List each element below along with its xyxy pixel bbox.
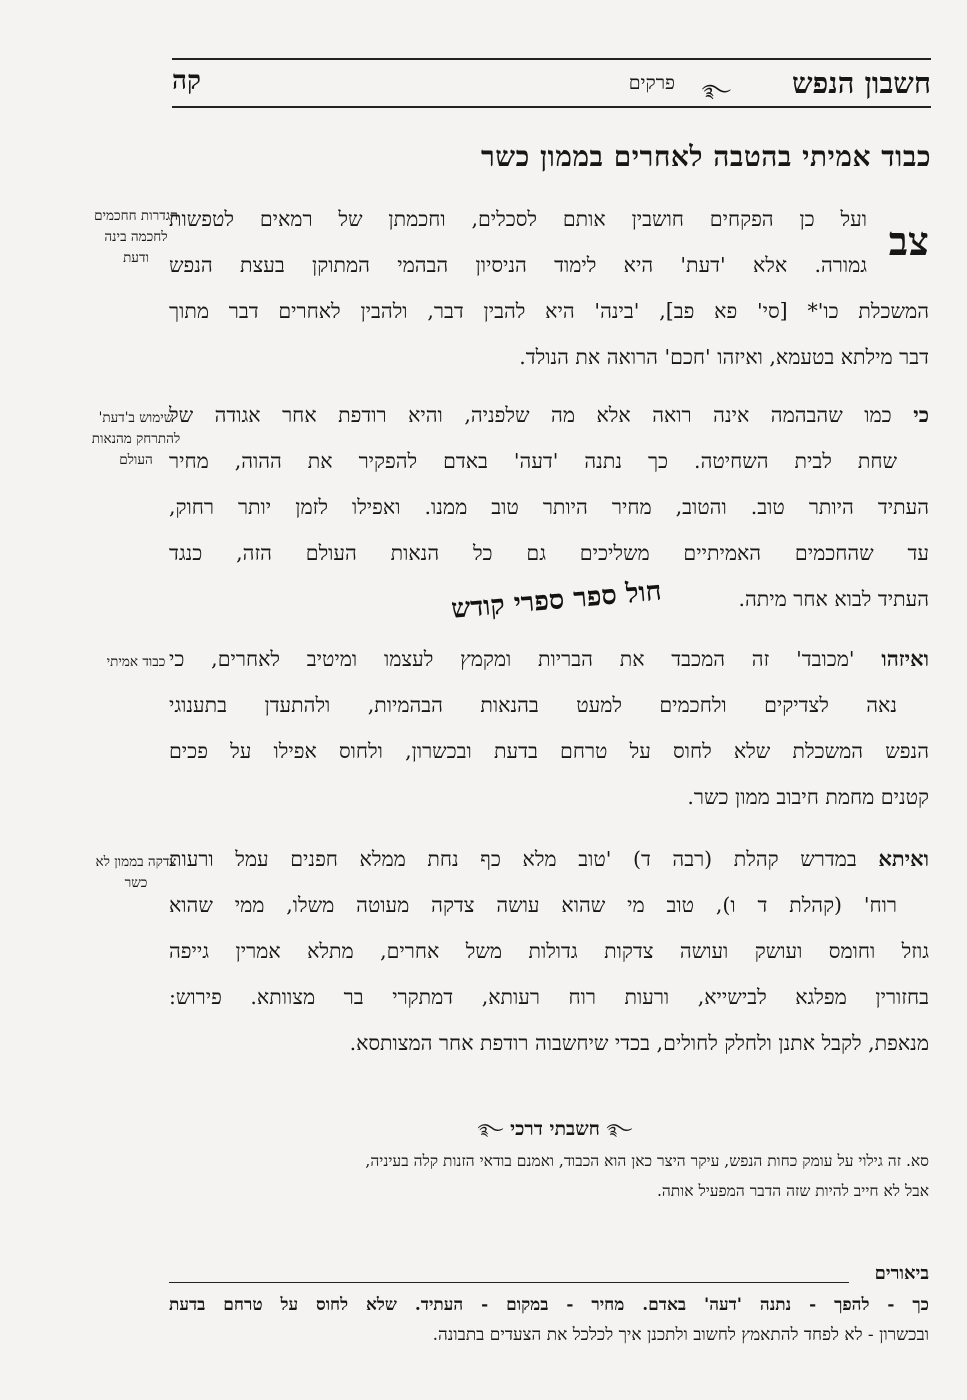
biurim-header [169, 1263, 929, 1293]
header-ornament-icon: ࿐ [701, 81, 731, 102]
chapter-title: כבוד אמיתי בהטבה לאחרים בממון כשר [481, 140, 931, 173]
ornament-icon: ࿐ [606, 1120, 633, 1139]
margin-note: כבוד אמיתי [106, 654, 166, 670]
paragraph-4 [169, 836, 929, 1066]
section-name: פרקים [628, 72, 675, 94]
header-bottom-rule [172, 106, 931, 108]
margin-note: צדקה בממון לא כשר [95, 854, 177, 891]
text-line: רוח' (קהלת ד ו), טוב מי שהוא עושה צדקה מעוטה משלו, ממי שהוא [169, 893, 897, 917]
footnote-line: סא. זה גילוי על עומק כחות הנפש, עיקר היצר כאן הוא הכבוד, ואמנם בודאי הזנות קלה בעיניה, [365, 1152, 929, 1170]
text-line: ועל כן הפקחים חושבין אותם לסכלים, וחכמתן של רמאים לטפשות [169, 207, 867, 231]
text-line: כי כמו שהבהמה אינה רואה אלא מה שלפניה, והיא רודפת אחר אגודה של [169, 402, 929, 427]
text-line: המשכלת כו'* [סי' פא פב], 'בינה' היא להבין דבר, ולהבין לאחרים דבר מתוך [169, 299, 929, 323]
ornament-icon: ࿐ [477, 1120, 504, 1139]
text-line: העתיד היותר טוב. והטוב, מחיר היותר טוב ממנו. ואפילו לזמן יותר רחוק, [169, 495, 929, 519]
paragraph-lead-word: ואיתא [878, 846, 929, 871]
text-line: שחת לבית השחיטה. כך נתנה 'דעה' באדם להפקיר את ההוה, מחיר [169, 449, 897, 473]
biurim-rule [169, 1282, 849, 1283]
footnotes-title: ࿐ חשבתי דרכי ࿐ [477, 1118, 633, 1140]
paragraph-lead-word: ואיזהו [881, 646, 929, 671]
text-line: ואיזהו 'מכובד' זה המכבד את הבריות ומקמץ לעצמו ומיטיב לאחרים, כי [169, 646, 929, 671]
text-line: קטנים מחמת חיבוב ממון כשר. [687, 785, 929, 809]
margin-note: הגדרות חחכמים לחכמה בינה ודעת [94, 208, 178, 266]
text-line: גוזל וחומס ועושק ועושה צדקות גדולות משל אחרים, מתלא אמרין גייפה [169, 939, 929, 963]
paragraph-3 [169, 636, 929, 820]
margin-note: שימוש ב'דעת' להתרחק מהנאות העולם [91, 410, 181, 468]
text-line: נאה לצדיקים ולחכמים למעט בהנאות הבהמיות, ולהתעדן בתענוגי [169, 693, 897, 717]
text-line: ואיתא במדרש קהלת (רבה ד) 'טוב מלא כף נחת ממלא חפנים עמל ורעות [169, 846, 929, 871]
biurim-line: כך - להפך - נתנה 'דעה' באדם. מחיר - במקום - העתיד. שלא לחוס על טרחם בדעת [169, 1295, 929, 1315]
text-line: בחזורין מפלגא לבישייא, ורעות רוח רעותא, דמתקרי בר מצוותא. פירוש: [169, 985, 929, 1009]
paragraph-lead-word: כי [913, 402, 929, 427]
paragraph-number: צב [888, 218, 929, 265]
text-line: עד שהחכמים האמיתיים משליכים גם כל הנאות העולם הזה, כנגד [169, 541, 929, 565]
text-line: מנאפת, לקבל אתנן ולחלק לחולים, בכדי שיחשבוה רודפת אחר המצותסא. [349, 1031, 929, 1055]
page-number: קה [172, 66, 201, 96]
text-line: העתיד לבוא אחר מיתה. [738, 587, 929, 611]
watermark-stamp: חול ספר ספרי קודש [450, 575, 663, 625]
running-header [172, 66, 931, 106]
header-top-rule [172, 58, 931, 60]
biurim-title: ביאורים [874, 1263, 929, 1284]
book-title: חשבון הנפש [792, 66, 931, 100]
footnote-line: אבל לא חייב להיות שזה הדבר המפעיל אותה. [656, 1182, 929, 1200]
biurim-line: ובכשרון - לא לפחד להתאמץ לחשוב ולתכנן איך לכלכל את הצעדים בתבונה. [432, 1325, 929, 1345]
paragraph-1 [169, 196, 929, 380]
text-line: גמורה. אלא 'דעת' היא לימוד הניסיון הבהמי המתוקן בעצת הנפש [169, 253, 867, 277]
text-line: דבר מילתא בטעמא, ואיזהו 'חכם' הרואה את הנולד. [519, 345, 929, 369]
text-line: הנפש המשכלת שלא לחוס על טרחם בדעת ובכשרון, ולחוס אפילו על פכים [169, 739, 929, 763]
